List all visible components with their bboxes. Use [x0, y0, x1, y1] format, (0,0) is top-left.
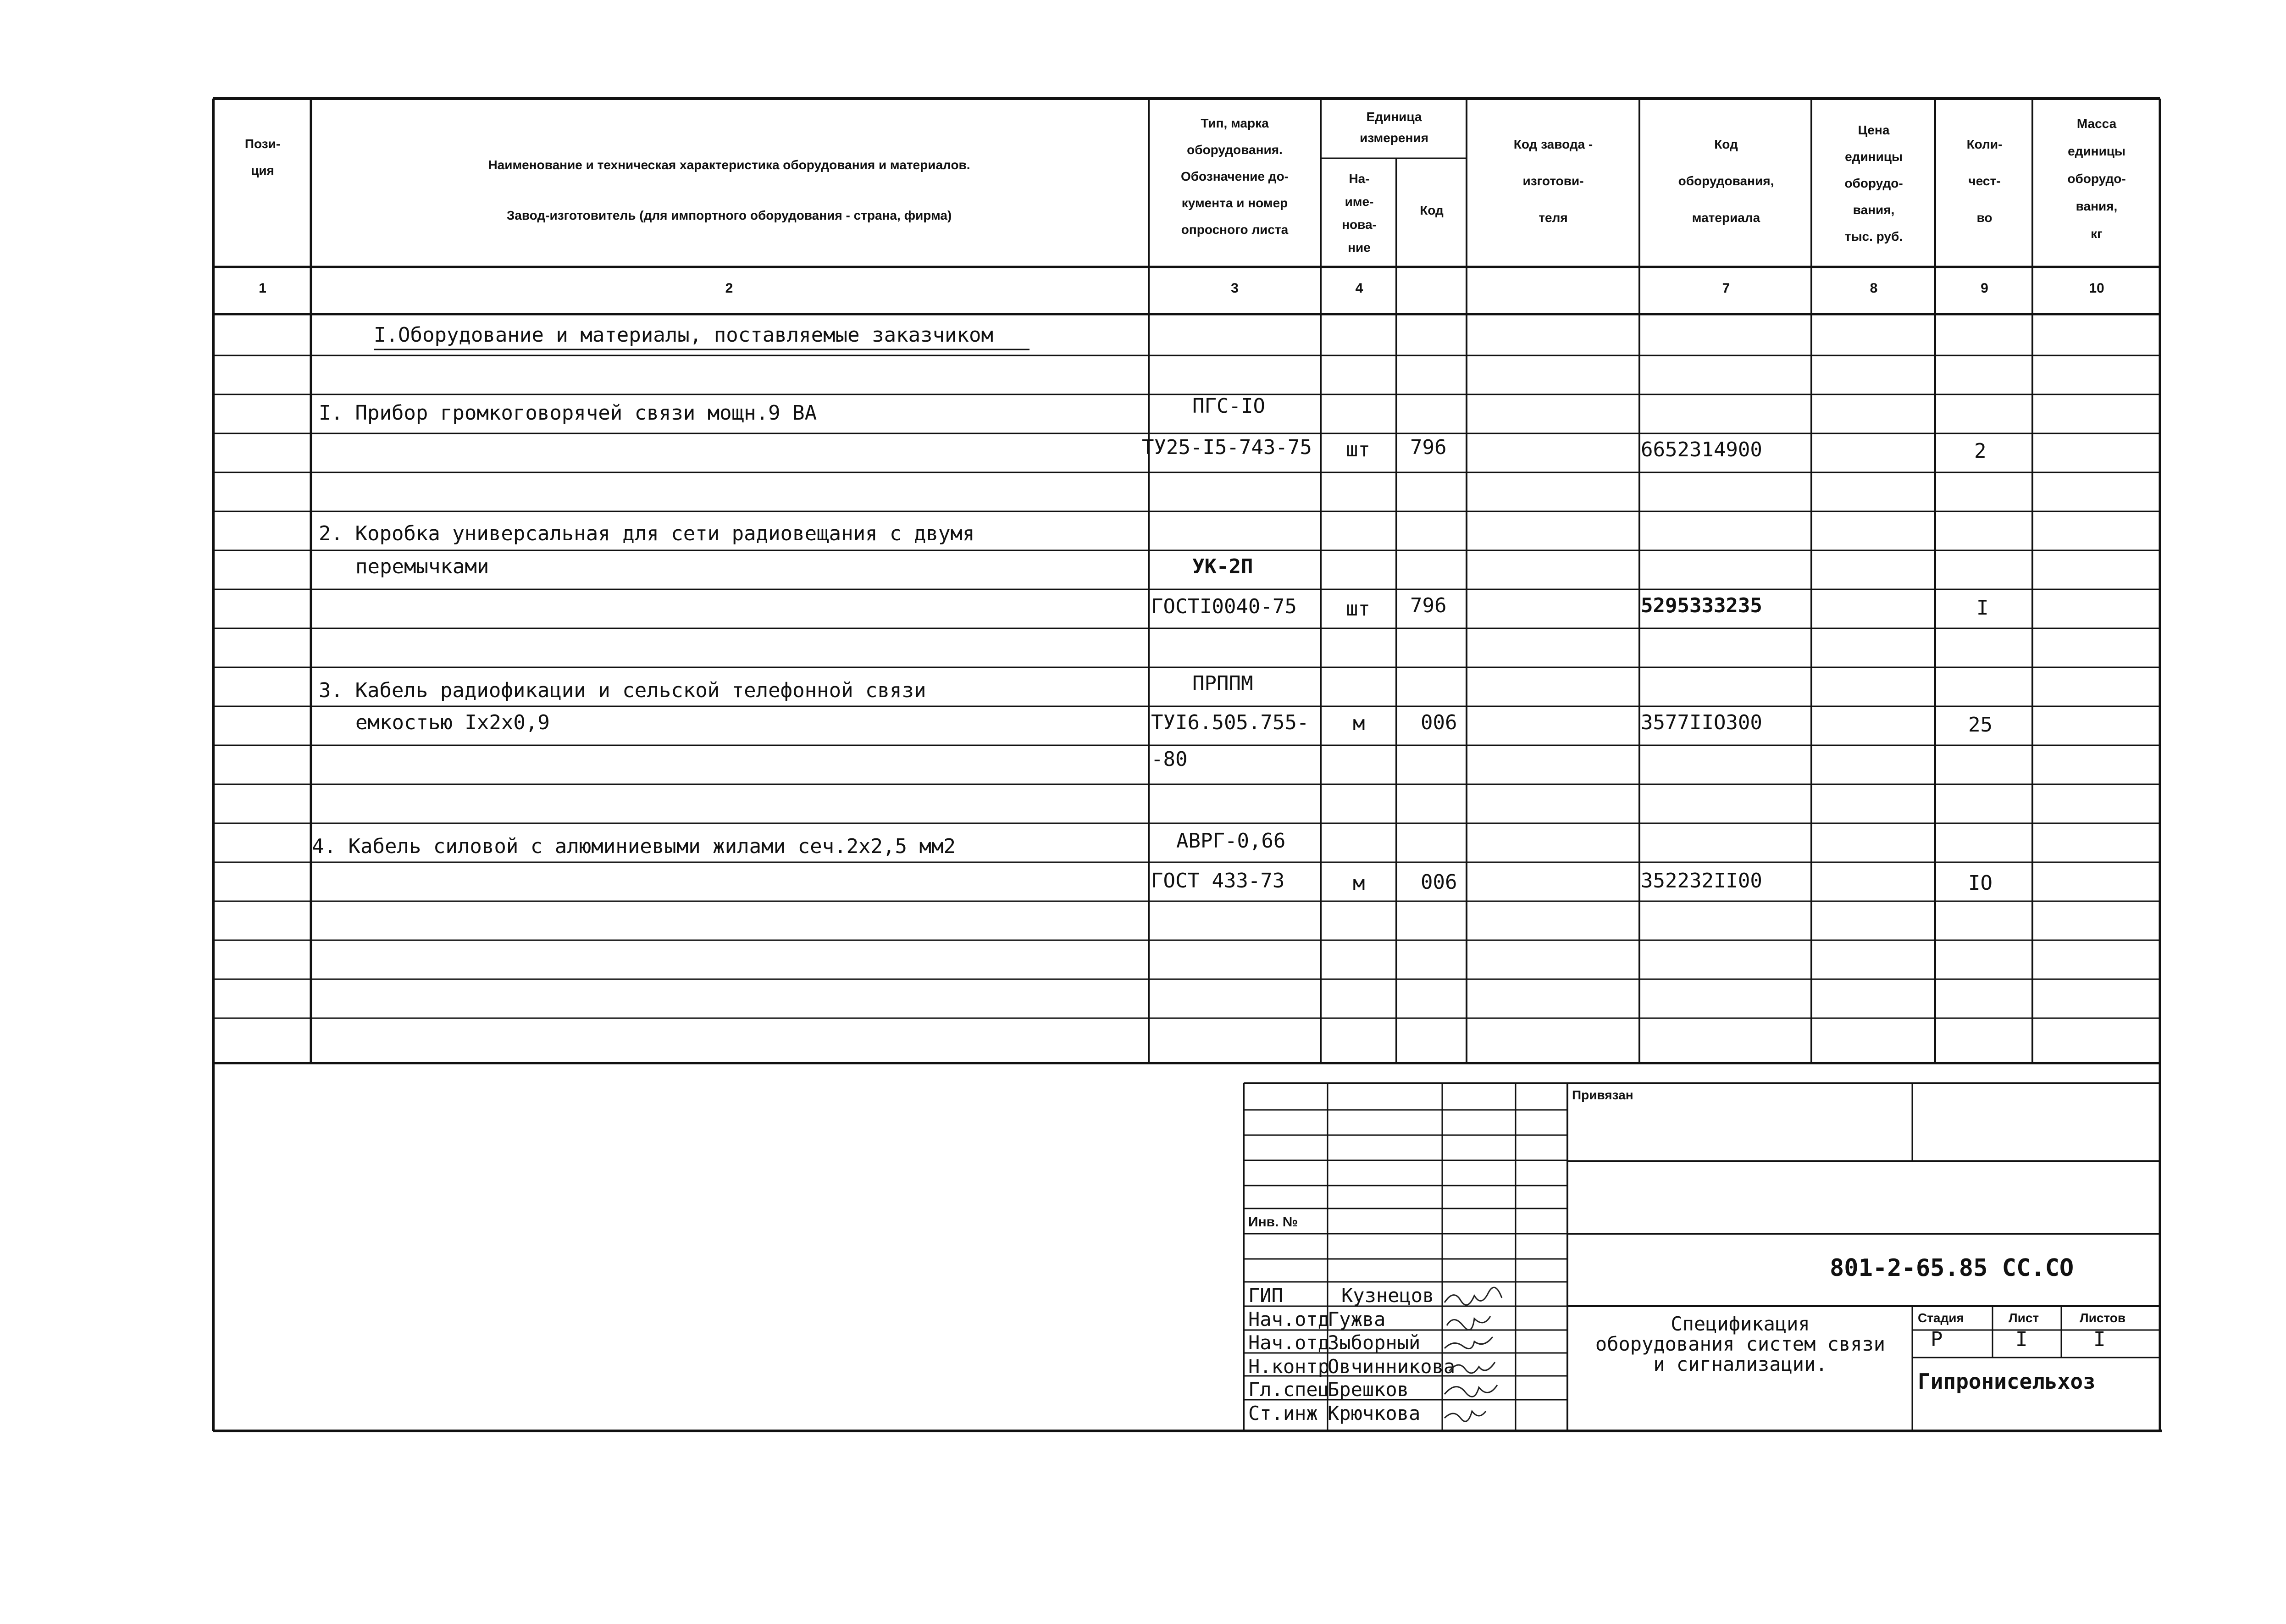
organization: Гипронисельхоз — [1918, 1369, 2096, 1394]
signature — [1445, 1411, 1486, 1421]
signer-name: Кузнецов — [1341, 1284, 1434, 1307]
header-type: Тип, марка оборудования. Обозначение до- кумента и номер опросного листа — [1180, 116, 1289, 237]
item-type: ПРППМ — [1192, 672, 1253, 695]
header-mass: Масса единицы оборудо- вания, кг — [2067, 116, 2126, 241]
item-unit: шт — [1346, 597, 1370, 621]
item-quantity: IO — [1968, 871, 1993, 895]
item-name-cont: емкостью Iх2х0,9 — [355, 711, 550, 734]
item-code: 352232II00 — [1641, 869, 1762, 892]
item-type-doc: ГОСТ 433-73 — [1151, 869, 1285, 892]
header-unit-code: Код — [1420, 203, 1444, 217]
header-price: Цена единицы оборудо- вания, тыс. руб. — [1844, 123, 1903, 244]
item-code: 5295333235 — [1641, 594, 1762, 617]
header-factory-code: Код завода - изготови- теля — [1513, 137, 1593, 225]
document-code: 801-2-65.85 СС.СО — [1830, 1254, 2074, 1282]
signature — [1445, 1287, 1502, 1305]
signature — [1445, 1385, 1497, 1397]
item-type: ПГС-IO — [1192, 394, 1265, 418]
item-name: 4. Кабель силовой с алюминиевыми жилами сеч.2х2,5 мм2 — [312, 835, 956, 858]
signer-role: Нач.отд — [1248, 1308, 1330, 1330]
signer-role: ГИП — [1248, 1284, 1283, 1307]
item-name: 2. Коробка универсальная для сети радиовещания с двумя — [319, 522, 975, 545]
item-name-cont: перемычками — [355, 555, 489, 578]
column-number: 2 — [725, 281, 733, 296]
item-unit-code: 006 — [1421, 870, 1457, 894]
column-number: 1 — [259, 281, 266, 296]
item-name: I. Прибор громкоговорячей связи мощн.9 ВА — [319, 401, 817, 425]
signer-role: Нач.отд — [1248, 1331, 1330, 1354]
item-type-doc-cont: -80 — [1151, 748, 1188, 771]
item-unit: м — [1353, 712, 1365, 735]
header-unit-group: Единица измерения — [1360, 110, 1428, 145]
signature — [1449, 1362, 1495, 1373]
inv-no-label: Инв. № — [1248, 1214, 1298, 1230]
column-number: 7 — [1722, 281, 1730, 296]
item-unit: м — [1353, 871, 1365, 895]
header-name: Наименование и техническая характеристика оборудования и материалов. Завод-изготовитель (для импортного оборудования - страна, фирма) — [488, 158, 970, 222]
item-type: УК-2П — [1192, 555, 1253, 578]
column-number: 8 — [1870, 281, 1878, 296]
signature — [1445, 1337, 1493, 1349]
item-type-doc: ТУI6.505.755- — [1151, 711, 1309, 734]
column-number: 9 — [1981, 281, 1988, 296]
signer-name: Зыборный — [1328, 1331, 1421, 1354]
column-number: 10 — [2089, 281, 2104, 296]
section-title: I.Оборудование и материалы, поставляемые заказчиком — [374, 323, 994, 347]
privyazan-label: Привязан — [1572, 1088, 1633, 1102]
signer-role: Н.контр — [1248, 1355, 1330, 1378]
item-type-doc: ГОСТI0040-75 — [1151, 595, 1297, 618]
header-equipment-code: Код оборудования, материала — [1678, 137, 1774, 225]
signer-name: Овчинникова — [1328, 1355, 1456, 1378]
sheet-label: Лист — [2009, 1311, 2039, 1325]
item-unit-code: 006 — [1421, 711, 1457, 734]
document-title: Спецификация оборудования систем связи и сигнализации. — [1595, 1313, 1886, 1375]
item-name: 3. Кабель радиофикации и сельской телефонной связи — [319, 679, 926, 702]
signature — [1447, 1316, 1490, 1330]
item-quantity: 2 — [1974, 439, 1987, 463]
sheets-label: Листов — [2080, 1311, 2126, 1325]
signer-role: Ст.инж — [1248, 1402, 1318, 1424]
header-unit-name: На- име- нова- ние — [1342, 172, 1377, 255]
item-quantity: 25 — [1968, 713, 1993, 737]
header-quantity: Коли- чест- во — [1966, 137, 2003, 225]
item-type-doc: ТУ25-I5-743-75 — [1142, 436, 1312, 459]
item-unit: шт — [1346, 438, 1370, 461]
item-quantity: I — [1976, 596, 1989, 620]
item-type: АВРГ-0,66 — [1176, 829, 1286, 853]
item-unit-code: 796 — [1410, 436, 1447, 459]
sheet-value: I — [2015, 1328, 2028, 1351]
item-code: 3577IIO300 — [1641, 711, 1762, 734]
signer-name: Брешков — [1328, 1378, 1409, 1401]
signer-name: Гужва — [1328, 1308, 1386, 1330]
stage-value: Р — [1931, 1328, 1943, 1351]
sheets-value: I — [2093, 1328, 2106, 1351]
item-unit-code: 796 — [1410, 594, 1447, 617]
header-position: Пози- ция — [244, 137, 281, 177]
column-number: 4 — [1355, 281, 1363, 296]
stage-label: Стадия — [1918, 1311, 1964, 1325]
item-code: 6652314900 — [1641, 438, 1762, 461]
signer-role: Гл.спец — [1248, 1378, 1330, 1401]
signer-name: Крючкова — [1328, 1402, 1421, 1424]
column-number: 3 — [1231, 281, 1239, 296]
